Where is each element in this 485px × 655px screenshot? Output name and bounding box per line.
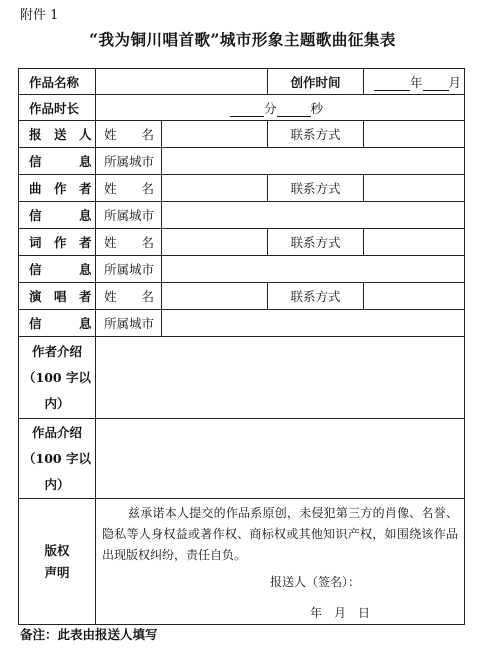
creation-time-label: 创作时间 (268, 69, 364, 95)
composer-label-2: 信 息 (19, 202, 96, 229)
composer-city-field[interactable] (162, 202, 465, 229)
author-intro-row (19, 337, 465, 419)
contact-label: 联系方式 (268, 121, 364, 148)
submitter-contact-field[interactable] (364, 121, 465, 148)
composer-name-field[interactable] (162, 175, 268, 202)
application-form-table (18, 68, 465, 625)
work-duration-label: 作品时长 (19, 95, 96, 121)
composer-label-1: 曲 作 者 (19, 175, 96, 202)
submitter-row-2 (19, 148, 465, 175)
year-blank[interactable] (374, 76, 410, 91)
submitter-city-field[interactable] (162, 148, 465, 175)
author-intro-limit-end: 内） (44, 395, 70, 411)
contact-label: 联系方式 (268, 283, 364, 310)
signature-line[interactable]: 报送人（签名）： (269, 575, 360, 589)
second-label: 秒 (310, 100, 324, 116)
work-name-label: 作品名称 (19, 69, 96, 95)
composer-row-1 (19, 175, 465, 202)
name-label: 姓 名 (96, 175, 162, 202)
city-label: 所属城市 (96, 202, 162, 229)
minute-label: 分 (264, 100, 277, 116)
contact-label: 联系方式 (268, 175, 364, 202)
copyright-row (19, 499, 465, 625)
lyricist-row-2 (19, 256, 465, 283)
submitter-label-1: 报 送 人 (19, 121, 96, 148)
lyricist-contact-field[interactable] (364, 229, 465, 256)
author-intro-field[interactable] (96, 337, 465, 419)
lyricist-label-1: 词 作 者 (19, 229, 96, 256)
work-intro-label (19, 419, 96, 499)
work-intro-limit-end: 内） (44, 476, 70, 492)
work-intro-field[interactable] (96, 419, 465, 499)
copyright-title-2: 声明 (44, 564, 70, 580)
author-intro-label (19, 337, 96, 419)
work-intro-row (19, 419, 465, 499)
copyright-declaration (96, 499, 465, 625)
lyricist-city-field[interactable] (162, 256, 465, 283)
work-name-row (19, 69, 465, 95)
contact-label: 联系方式 (268, 229, 364, 256)
duration-row (19, 95, 465, 121)
second-blank[interactable] (277, 102, 311, 117)
month-label: 月 (448, 74, 462, 90)
creation-time-field[interactable] (364, 69, 465, 95)
month-blank[interactable] (423, 76, 449, 91)
date-line[interactable]: 年 月 日 (309, 606, 370, 620)
city-label: 所属城市 (96, 310, 162, 337)
work-name-field[interactable] (96, 69, 268, 95)
work-intro-title: 作品介绍 (31, 424, 82, 440)
year-label: 年 (410, 74, 423, 90)
name-label: 姓 名 (96, 283, 162, 310)
composer-contact-field[interactable] (364, 175, 465, 202)
author-intro-title: 作者介绍 (31, 343, 82, 359)
singer-label-1: 演 唱 者 (19, 283, 96, 310)
singer-row-1 (19, 283, 465, 310)
lyricist-row-1 (19, 229, 465, 256)
submitter-row-1 (19, 121, 465, 148)
city-label: 所属城市 (96, 148, 162, 175)
singer-city-field[interactable] (162, 310, 465, 337)
lyricist-label-2: 信 息 (19, 256, 96, 283)
work-intro-limit: （100 字以 (23, 450, 91, 466)
author-intro-limit: （100 字以 (23, 369, 91, 385)
declaration-text: 兹承诺本人提交的作品系原创，未侵犯第三方的肖像、名誉、隐私等人身权益或著作权、商标权或其他知识产权，如围绕该作品出现版权纠纷，责任自负。 (102, 506, 458, 562)
submitter-label-2: 信 息 (19, 148, 96, 175)
name-label: 姓 名 (96, 121, 162, 148)
city-label: 所属城市 (96, 256, 162, 283)
singer-row-2 (19, 310, 465, 337)
singer-contact-field[interactable] (364, 283, 465, 310)
work-duration-field[interactable] (96, 95, 465, 121)
singer-name-field[interactable] (162, 283, 268, 310)
footnote: 备注：此表由报送人填写 (20, 627, 158, 642)
copyright-label (19, 499, 96, 625)
submitter-name-field[interactable] (162, 121, 268, 148)
composer-row-2 (19, 202, 465, 229)
name-label: 姓 名 (96, 229, 162, 256)
minute-blank[interactable] (230, 102, 264, 117)
attachment-label: 附件 1 (20, 8, 59, 23)
form-title: “我为铜川唱首歌”城市形象主题歌曲征集表 (89, 30, 396, 49)
singer-label-2: 信 息 (19, 310, 96, 337)
lyricist-name-field[interactable] (162, 229, 268, 256)
copyright-title-1: 版权 (44, 542, 70, 558)
